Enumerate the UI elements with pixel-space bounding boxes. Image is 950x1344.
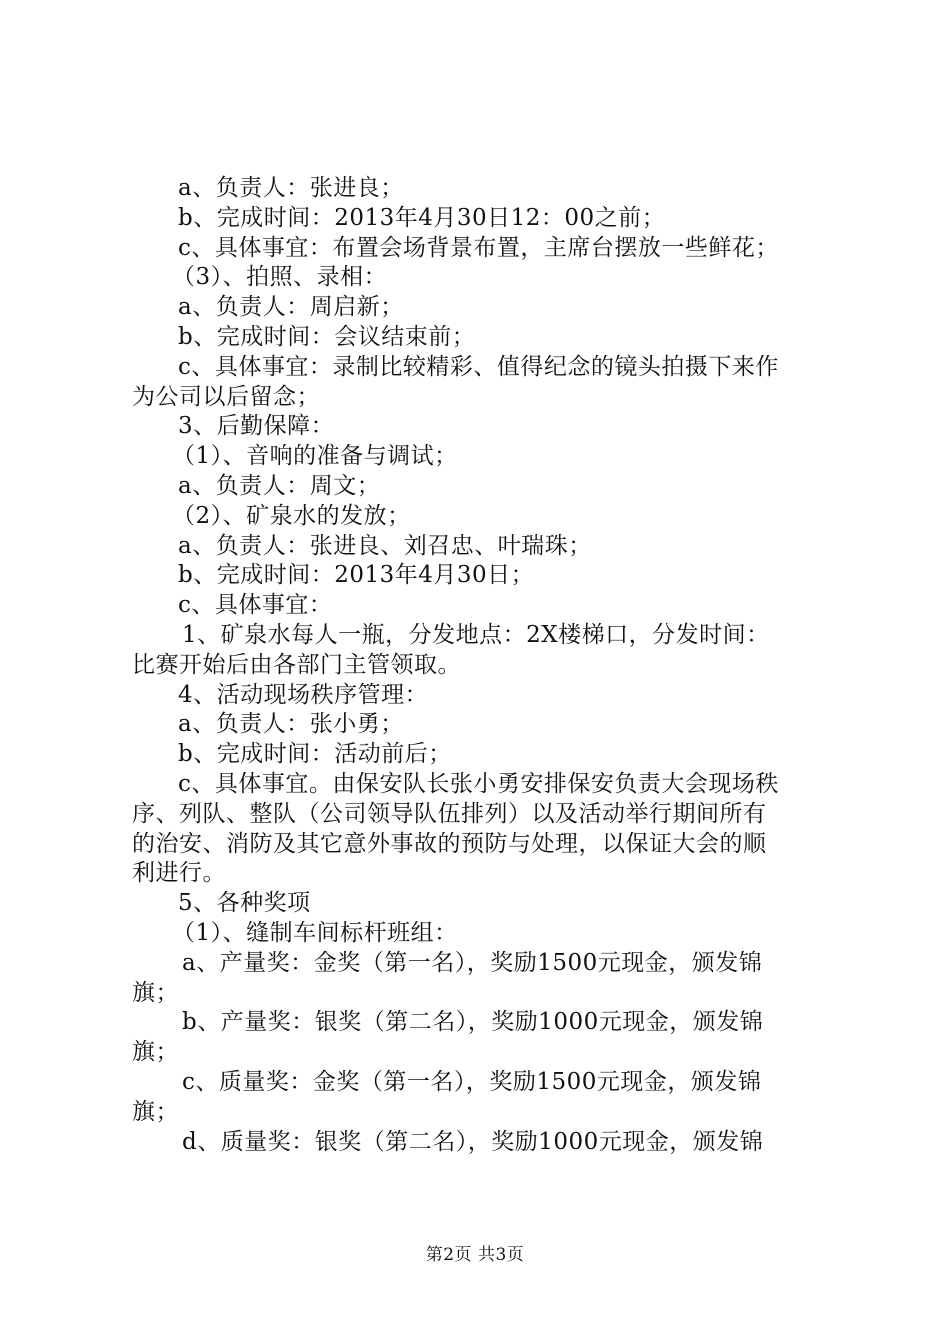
text-line: 3、后勤保障：	[178, 413, 335, 440]
document-body	[132, 174, 832, 1157]
text-line: a、负责人：张小勇；	[178, 711, 404, 738]
text-line: a、负责人：周文；	[178, 472, 381, 499]
text-line: d、质量奖：银奖（第二名），奖励1000元现金，颁发锦	[182, 1128, 764, 1155]
text-line: 序、列队、整队（公司领导队伍排列）以及活动举行期间所有	[132, 800, 767, 827]
text-line: a、负责人：张进良；	[178, 175, 404, 201]
text-line: c、具体事宜。由保安队长张小勇安排保安负责大会现场秩	[178, 770, 779, 797]
text-line: 为公司以后留念；	[132, 383, 320, 410]
text-line: b、完成时间：2013年4月30日12：00之前；	[178, 204, 666, 231]
page-footer: 第2页 共3页	[425, 1245, 525, 1265]
text-line: 5、各种奖项	[178, 890, 311, 917]
text-line: a、产量奖：金奖（第一名），奖励1500元现金，颁发锦	[182, 949, 763, 976]
text-line: 的治安、消防及其它意外事故的预防与处理，以保证大会的顺	[132, 830, 767, 857]
text-line: 旗；	[132, 979, 179, 1006]
text-line: （1）、缝制车间标杆班组：	[172, 919, 458, 946]
text-line: a、负责人：周启新；	[178, 294, 404, 321]
text-line: b、产量奖：银奖（第二名），奖励1000元现金，颁发锦	[182, 1009, 764, 1036]
text-line: c、具体事宜：布置会场背景布置，主席台摆放一些鲜花；	[178, 234, 779, 261]
text-line: 1、矿泉水每人一瓶，分发地点：2X楼梯口，分发时间：	[182, 621, 770, 648]
text-line: （1）、音响的准备与调试；	[172, 443, 458, 470]
text-line: b、完成时间：活动前后；	[178, 741, 452, 768]
text-line: （2）、矿泉水的发放；	[172, 502, 411, 529]
text-line: c、具体事宜：录制比较精彩、值得纪念的镜头拍摄下来作	[178, 353, 779, 380]
text-line: c、具体事宜：	[178, 592, 333, 619]
text-line: 4、活动现场秩序管理：	[178, 681, 429, 708]
text-line: （3）、拍照、录相：	[172, 264, 388, 291]
text-line: 比赛开始后由各部门主管领取。	[132, 651, 461, 678]
text-line: a、负责人：张进良、刘召忠、叶瑞珠；	[178, 532, 592, 559]
text-line: c、质量奖：金奖（第一名），奖励1500元现金，颁发锦	[182, 1068, 762, 1095]
text-line: 利进行。	[132, 860, 226, 887]
text-line: 旗；	[132, 1039, 179, 1066]
text-line: b、完成时间：2013年4月30日；	[178, 562, 535, 589]
text-line: b、完成时间：会议结束前；	[178, 323, 476, 350]
text-line: 旗；	[132, 1098, 179, 1125]
